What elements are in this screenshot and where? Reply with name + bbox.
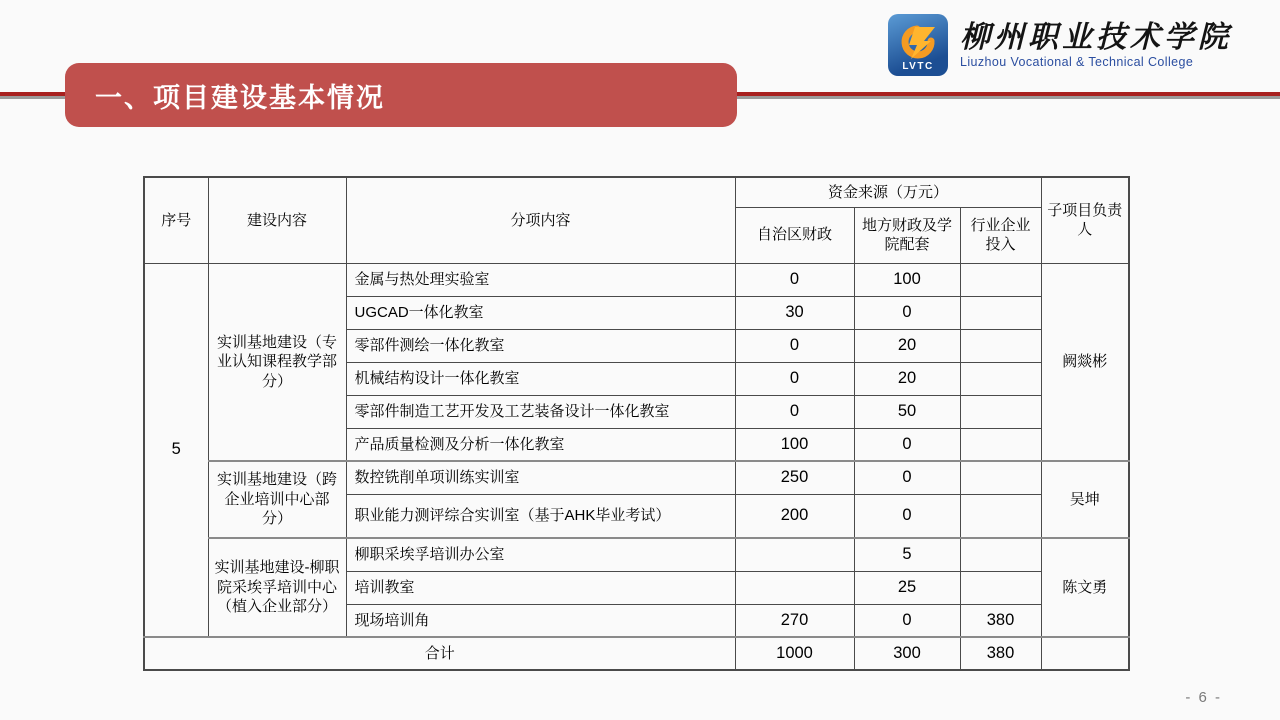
table-cell: 100 xyxy=(735,428,854,461)
table-cell xyxy=(960,571,1041,604)
construction-group: 实训基地建设-柳职院采埃孚培训中心（植入企业部分） xyxy=(208,538,346,637)
lvtc-lz-glyph-icon xyxy=(898,24,938,62)
table-cell: 50 xyxy=(854,395,960,428)
leader-name: 阙燚彬 xyxy=(1041,263,1129,461)
table-cell xyxy=(960,263,1041,296)
lvtc-logo-icon xyxy=(888,14,948,76)
total-regional: 1000 xyxy=(735,637,854,670)
subitem-name: 机械结构设计一体化教室 xyxy=(346,362,735,395)
table-cell: 0 xyxy=(854,494,960,538)
subitem-name: 柳职采埃孚培训办公室 xyxy=(346,538,735,571)
college-name-block xyxy=(960,21,1232,70)
table-cell: 100 xyxy=(854,263,960,296)
leader-name: 陈文勇 xyxy=(1041,538,1129,637)
table-cell: 0 xyxy=(735,329,854,362)
page-title: 一、项目建设基本情况 xyxy=(95,82,385,113)
table-cell xyxy=(960,428,1041,461)
college-logo xyxy=(888,14,1232,76)
table-cell: 0 xyxy=(854,428,960,461)
subitem-name: 金属与热处理实验室 xyxy=(346,263,735,296)
table-cell: 380 xyxy=(960,604,1041,637)
subitem-name: 产品质量检测及分析一体化教室 xyxy=(346,428,735,461)
subitem-name: 数控铣削单项训练实训室 xyxy=(346,461,735,494)
total-local: 300 xyxy=(854,637,960,670)
table-cell xyxy=(735,538,854,571)
total-label: 合计 xyxy=(144,637,735,670)
table-cell: 250 xyxy=(735,461,854,494)
col-header-leader: 子项目负责人 xyxy=(1041,177,1129,263)
col-header-local-finance: 地方财政及学院配套 xyxy=(854,207,960,263)
table-cell: 20 xyxy=(854,329,960,362)
total-industry: 380 xyxy=(960,637,1041,670)
subitem-name: 职业能力测评综合实训室（基于AHK毕业考试） xyxy=(346,494,735,538)
subitem-name: 现场培训角 xyxy=(346,604,735,637)
table-cell: 0 xyxy=(735,395,854,428)
section-title-banner xyxy=(65,63,737,127)
college-name-chinese: 柳州职业技术学院 xyxy=(960,20,1232,54)
col-header-industry-investment: 行业企业投入 xyxy=(960,207,1041,263)
table-cell: 30 xyxy=(735,296,854,329)
table-cell: 25 xyxy=(854,571,960,604)
project-funding-table xyxy=(143,176,1130,671)
table-cell: 270 xyxy=(735,604,854,637)
table-cell xyxy=(960,538,1041,571)
subitem-name: 培训教室 xyxy=(346,571,735,604)
lvtc-badge-text: LVTC xyxy=(902,61,934,72)
table-cell xyxy=(960,461,1041,494)
table-cell: 0 xyxy=(735,263,854,296)
construction-group: 实训基地建设（专业认知课程教学部分） xyxy=(208,263,346,461)
page-number: - 6 - xyxy=(1185,689,1222,706)
table-cell: 5 xyxy=(854,538,960,571)
table-cell: 20 xyxy=(854,362,960,395)
table-cell xyxy=(960,362,1041,395)
col-header-construction: 建设内容 xyxy=(208,177,346,263)
col-header-seq: 序号 xyxy=(144,177,208,263)
subitem-name: UGCAD一体化教室 xyxy=(346,296,735,329)
leader-name: 吴坤 xyxy=(1041,461,1129,538)
table-cell xyxy=(735,571,854,604)
seq-number: 5 xyxy=(144,263,208,637)
table-cell: 0 xyxy=(854,296,960,329)
col-header-regional-finance: 自治区财政 xyxy=(735,207,854,263)
table-cell xyxy=(960,494,1041,538)
col-header-funding-source: 资金来源（万元） xyxy=(735,177,1041,207)
subitem-name: 零部件测绘一体化教室 xyxy=(346,329,735,362)
table-cell xyxy=(960,329,1041,362)
table-cell: 200 xyxy=(735,494,854,538)
subitem-name: 零部件制造工艺开发及工艺装备设计一体化教室 xyxy=(346,395,735,428)
college-name-english: Liuzhou Vocational & Technical College xyxy=(960,55,1194,70)
table-cell: 0 xyxy=(854,604,960,637)
table-cell xyxy=(960,296,1041,329)
table-cell: 0 xyxy=(735,362,854,395)
project-funding-table-wrapper xyxy=(143,176,1130,671)
construction-group: 实训基地建设（跨企业培训中心部分） xyxy=(208,461,346,538)
table-cell xyxy=(1041,637,1129,670)
project-funding-table-body xyxy=(144,177,1129,670)
table-cell xyxy=(960,395,1041,428)
col-header-subitem: 分项内容 xyxy=(346,177,735,263)
table-cell: 0 xyxy=(854,461,960,494)
